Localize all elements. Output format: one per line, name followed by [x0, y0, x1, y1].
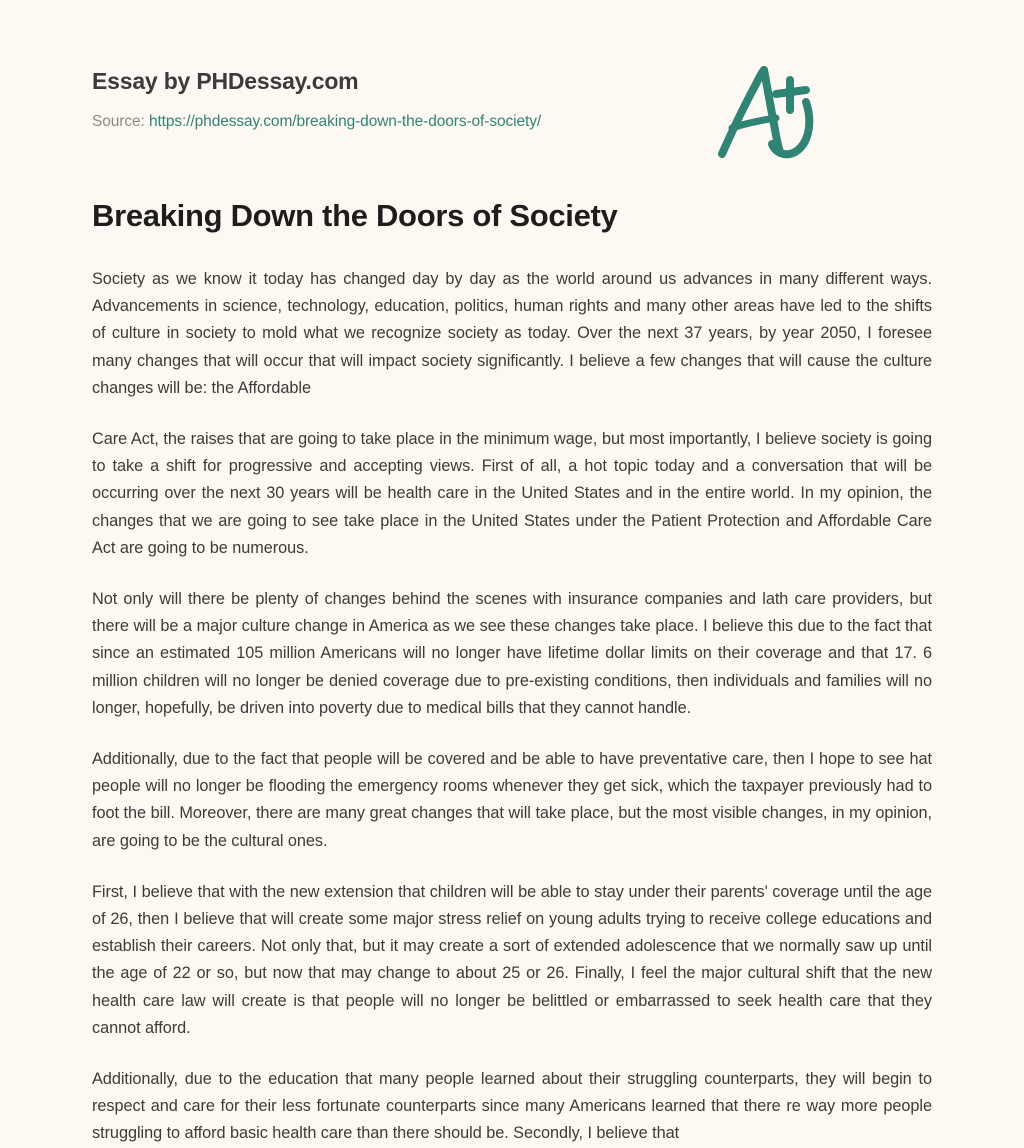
paragraph: Not only will there be plenty of changes behind the scenes with insurance companies and lath care providers, but there will be a major culture change in America as we see these changes take place. I believe this due to the fact that since an estimated 105 million Americans will no longer have lifetime dollar limits on their coverage and that 17. 6 million children will no longer be denied coverage due to pre-existing conditions, then individuals and families will no longer, hopefully, be driven into poverty due to medical bills that they cannot handle. [92, 590, 932, 717]
paragraph: Additionally, due to the education that many people learned about their struggling counterparts, they will begin to respect and care for their less fortunate counterparts since many Americans learned that there re way more people struggling to afford basic health care than there should be. Secondly, I believe that [92, 1070, 932, 1143]
source-label: Source: [92, 113, 145, 130]
paragraph: Care Act, the raises that are going to take place in the minimum wage, but most importantly, I believe society is going to take a shift for progressive and accepting views. First of all, a hot topic today and a conversation that will be occurring over the next 30 years will be health care in the United States and in the entire world. In my opinion, the changes that we are going to see take place in the United States under the Patient Protection and Affordable Care Act are going to be numerous. [92, 430, 932, 557]
site-header [92, 0, 932, 130]
paragraph: Additionally, due to the fact that people will be covered and be able to have preventative care, then I hope to see hat people will no longer be flooding the emergency rooms whenever they get sick, which the taxpayer previously had to foot the bill. Moreover, there are many great changes that will take place, but the most visible changes, in my opinion, are going to be the cultural ones. [92, 750, 932, 850]
source-url-link[interactable]: https://phdessay.com/breaking-down-the-doors-of-society/ [148, 113, 542, 130]
source-line [92, 96, 932, 132]
paragraph: First, I believe that with the new extension that children will be able to stay under their parents' coverage until the age of 26, then I believe that will create some major stress relief on young adults trying to receive college educations and establish their careers. Not only that, but it may create a sort of extended adolescence that we normally saw up until the age of 22 or so, but now that may change to about 25 or 26. Finally, I feel the major cultural shift that the new health care law will create is that people will no longer be belittled or embarrassed to seek health care that they cannot afford. [92, 882, 932, 1037]
article-body [92, 236, 932, 1148]
paragraph: Society as we know it today has changed day by day as the world around us advances in many different ways. Advancements in science, technology, education, politics, human rights and many other areas have led to the shifts of culture in society to mold what we recognize society as today. Over the next 37 years, by year 2050, I foresee many changes that will occur that will impact society significantly. I believe a few changes that will cause the culture changes will be: the Affordable [92, 270, 932, 397]
article [92, 120, 932, 1148]
page-title: Breaking Down the Doors of Society [92, 198, 618, 233]
brand-title: Essay by PHDessay.com [92, 68, 359, 94]
